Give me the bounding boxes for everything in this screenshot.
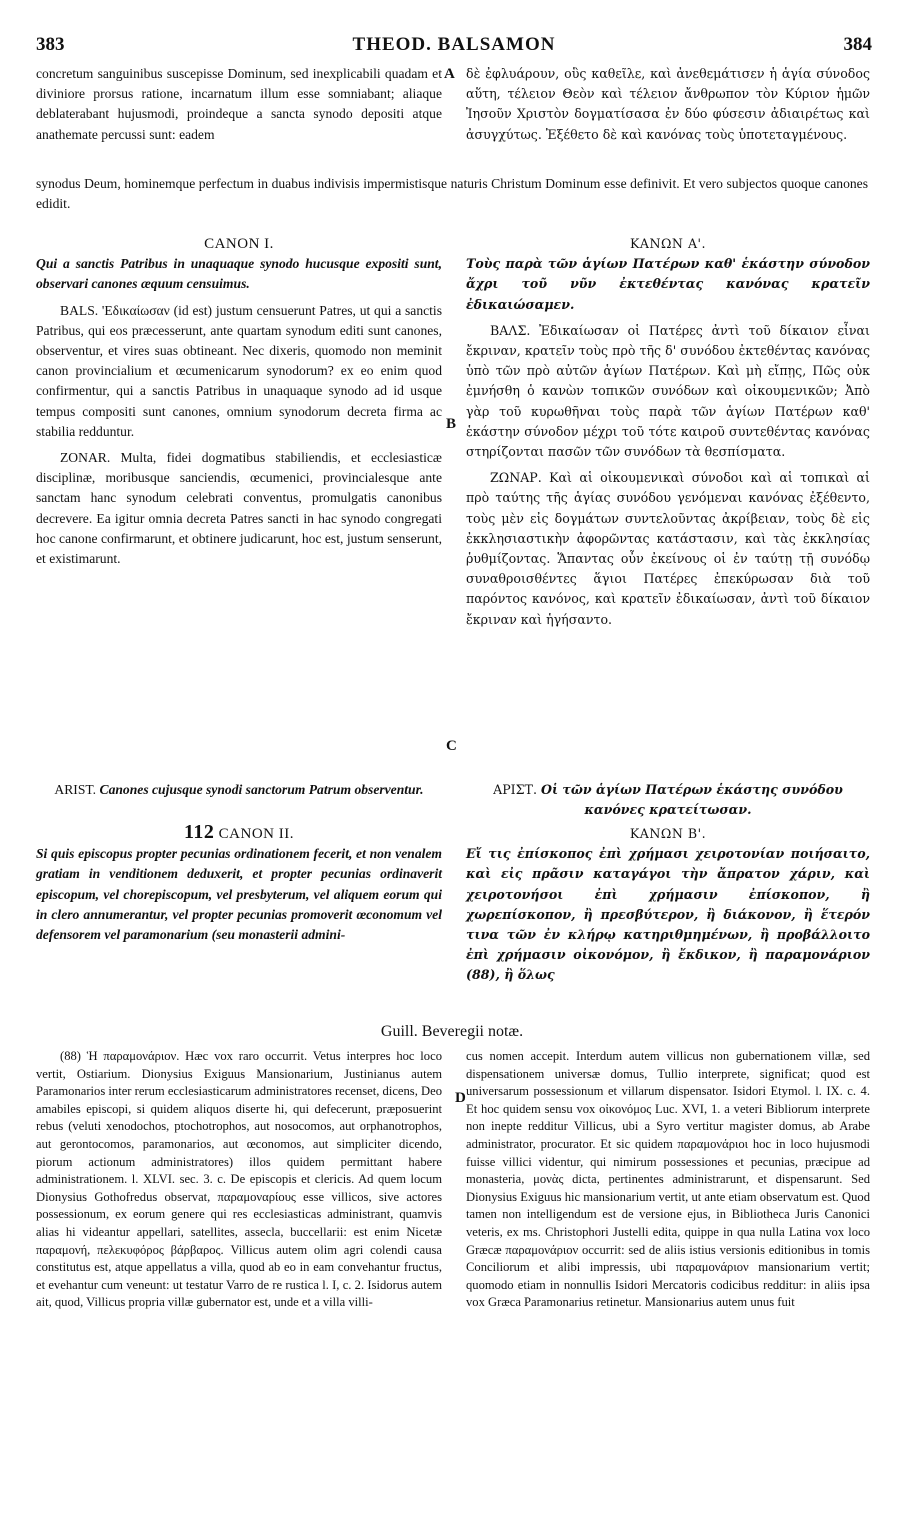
running-title: THEOD. BALSAMON bbox=[352, 34, 556, 55]
notes-right-column bbox=[466, 1048, 870, 1312]
canon1-aristenus-greek bbox=[466, 780, 870, 820]
canon1-latin-heading: CANON I. bbox=[204, 236, 274, 252]
note-88-text-right: cus nomen accepit. Interdum autem villicus non gubernationem villæ, sed dispensationem universæ domus, Tullio interprete, significat; quod est universarum possessionum et villarum dispensator. Isidori Etymol. l. IX. c. 4. Et hoc quidem sensu vox οἰκονόμος Luc. XVI, 1. a veteri Bibliorum interprete non inepte redditur Villicus, ubi a Syro vertitur magister domus, ab Arabe administrator, procurator. Et sic quidem παραμονάριοι hoc in loco hujusmodi fuisse villici videntur, qui nimirum possessiones et pecunias, præcipue ad monasteria, μονὰς dicta, pertinentes administrarunt, et dispensarunt. Sed Dionysius Exiguus hic mansionarium vertit, ut ante etiam observatum est. Quod tamen non intelligendum est de versione ejus, in Bibliotheca Juris Canonici veteris, ex ms. Christophori Justelli edita, quippe in qua nulla Latina vox loco Græcæ παραμονάριον occurrit: sed de aliis istius versionis editionibus in tomis Conciliorum et alibi impressis, ubi παραμονάριον mansionarium vertit; quomodo etiam in nonnullis Isidori Mercatoris codicibus redditur: in aliis ipsa vox Græca Paramonarius retinetur. Mansionarius autem unus fuit bbox=[466, 1049, 870, 1310]
canon2-marginal-number: 112 bbox=[184, 821, 215, 843]
canon2-greek-text: Εἴ τις ἐπίσκοπος ἐπὶ χρήμασι χειροτονίαν ποιήσαιτο, καὶ εἰς πρᾶσιν καταγάγοι τὴν ἄπρατον χάριν, καὶ χειροτονήσοι ἐπὶ χρήμασιν ἐπίσκοπον, ἢ χωρεπίσκοπον, ἢ πρεσβύτερον, ἢ διάκονον, ἢ ἕτερόν τινα τῶν ἐν κλήρῳ κατηριθμημένων, ἢ προβάλλοιτο ἐπὶ χρήμασιν οἰκονόμον, ἢ ἔκδικον, ἢ παραμονάριον (88), ἢ ὅλως bbox=[466, 846, 870, 983]
canon1-latin-text: Qui a sanctis Patribus in unaquaque synodo hucusque expositi sunt, observari canones æquum censuimus. bbox=[36, 256, 442, 292]
note-88-text-left: (88) Ἡ παραμονάριον. Hæc vox raro occurrit. Vetus interpres hoc loco vertit, Ostiarium. Dionysius Exiguus Mansionarium, Justinianus autem Paramonarios inter rerum ecclesiasticarum administratores recenset, dicens, Deo amabiles episcopi, si quidem aliquos diserte hi, qui defecerunt, præposuerint rebus (veluti xenodochos, ptochotrophos, aut nosocomos, aut orphanotrophos, aut gerontocomos, paramonarios, aut œconomos, aut simpliciter dicendo, piorum actionum administratores) illos quidem permittant habere administrationem. l. XLVI. sec. 3. c. De episcopis et clericis. Ad quem locum Dionysius Gothofredus observat, παραμοναρίους esse villicos, sive actores possessionum, ex eorum genere qui res ecclesiasticas administrant, quamvis alias hi videantur appellari, satellites, assecla, buccellarii: est enim Nicetæ παραμονή, πελεκυφόρος βάρβαρος. Villicus autem olim agri colendi causa constitutus est, atque appellatus a villa, quod ab eo in eam convehantur fructus, et evehantur cum veneunt: ut testatur Varro de re rustica l. I, c. 2. Isidorus autem ait, quod, Villicus propria villæ gubernator est, unde et a villa villi- bbox=[36, 1049, 442, 1310]
canon2-greek-column bbox=[466, 824, 870, 986]
canon1-greek-text: Τοὺς παρὰ τῶν ἁγίων Πατέρων καθ' ἑκάστην σύνοδον ἄχρι τοῦ νῦν ἐκτεθέντας κανόνας κρατεῖν ἐδικαιώσαμεν. bbox=[466, 256, 870, 312]
intro-full bbox=[36, 174, 868, 214]
canon1-greek-heading: ΚΑΝΩΝ Α'. bbox=[629, 236, 707, 251]
canon1-greek-column bbox=[466, 234, 870, 630]
canon1-zonaras-latin: ZONAR. Multa, fidei dogmatibus stabiliendis, et ecclesiasticæ disciplinæ, moribusque sanciendis, œcumenici, provincialesque ante sanctam hanc synodum celebrati conventus, promulgatis canonibus decrevere. Ea igitur omnia decreta Patres sancti in hac synodo congregati hoc canone confirmarunt, et obtinere judicarunt, hoc est, justum senserunt, et existimarunt. bbox=[36, 450, 442, 567]
canon1-balsamon-greek: ΒΑΛΣ. Ἐδικαίωσαν οἱ Πατέρες ἀντὶ τοῦ δίκαιον εἶναι ἔκριναν, κρατεῖν τοὺς πρὸ τῆς δ' συνόδου ἐκτεθέντας κανόνας ὑπὸ τῶν πρὸ αὐτῶν ἁγίων Πατέρων. Καὶ μὴ εἴπῃς, Πῶς οὐκ ἐμνήσθη ὁ κανὼν τοπικῶν συνόδων καὶ οἰκουμενικῶν; Ἀπὸ γὰρ τοῦ κυρωθῆναι τοὺς παρὰ τῶν ἁγίων Πατέρων καθ' ἑκάστην σύνοδον μέχρι τοῦ τότε καιροῦ συντεθέντας κανόνας στηρίζονται πασῶν τῶν συνόδων τὰ θεσπίσματα. bbox=[466, 322, 870, 460]
margin-letter-b: B bbox=[446, 416, 457, 432]
canon2-latin-heading: CANON II. bbox=[218, 826, 294, 842]
margin-letter-d: D bbox=[455, 1090, 466, 1106]
canon1-aristenus-latin bbox=[36, 780, 442, 800]
margin-letter-a: A bbox=[444, 66, 455, 82]
intro-full-text: synodus Deum, hominemque perfectum in duabus indivisis impermistisque naturis Christum Dominum esse definivit. Et vero subjectos quoque canones edidit. bbox=[36, 176, 868, 212]
intro-latin bbox=[36, 64, 442, 145]
intro-greek bbox=[466, 64, 870, 145]
notes-left-column bbox=[36, 1048, 442, 1312]
canon1-latin-column bbox=[36, 234, 442, 569]
margin-letter-c: C bbox=[446, 738, 457, 754]
canon1-balsamon-latin: BALS. 'Εδικαίωσαν (id est) justum censuerunt Patres, ut qui a sanctis Patribus, qui eos præcesserunt, ante quartam synodum editi sunt canones, observentur, et vires suas obtineant. Nec dixeris, quomodo non meminit canon provincialium et œcumenicarum synodorum? ex eo enim quod confirmentur, qui a sanctis Patribus in unaquaque synodo ad id usque tempus compositi sunt canones, omnium synodorum decreta firma ac stabilia redduntur. bbox=[36, 302, 442, 439]
intro-greek-text: δὲ ἐφλυάρουν, οὓς καθεῖλε, καὶ ἀνεθεμάτισεν ἡ ἁγία σύνοδος αὕτη, τέλειον Θεὸν καὶ τέλειον ἄνθρωπον τὸν Κύριον ἡμῶν Ἰησοῦν Χριστὸν δογματίσασα ἐν δύο φύσεσιν ἀδιαιρέτως καὶ ἀσυγχύτως. Ἐξέθετο δὲ καὶ κανόνας τοὺς ὑποτεταγμένους. bbox=[466, 66, 870, 142]
notes-title: Guill. Beveregii notæ. bbox=[380, 1023, 524, 1040]
aristenus-greek-label: ΑΡΙΣΤ. bbox=[493, 782, 537, 797]
canon2-latin-text: Si quis episcopus propter pecunias ordinationem fecerit, et non venalem gratiam in venditionem deduxerit, et propter pecunias ordinaverit episcopum, vel chorepiscopum, vel presbyterum, vel aliquem eorum qui in clero annumerantur, vel propter pecunias promoverit œconomum vel defensorem vel paramonarium (seu monasterii admini- bbox=[36, 846, 442, 943]
aristenus-latin-label: ARIST. bbox=[54, 782, 97, 797]
page-number-left: 383 bbox=[36, 34, 65, 55]
running-header bbox=[36, 34, 872, 60]
page-number-right: 384 bbox=[843, 34, 872, 55]
canon2-greek-heading: ΚΑΝΩΝ Β'. bbox=[629, 826, 707, 841]
canon2-latin-column bbox=[36, 822, 442, 945]
intro-latin-text: concretum sanguinibus suscepisse Dominum, sed inexplicabili quadam et diviniore prorsus ratione, incarnatum illum esse somniabant; aliaque deblaterabant hujusmodi, proindeque a sancta synodo depositi atque anathemate percussi sunt: eadem bbox=[36, 66, 442, 142]
aristenus-latin-text: Canones cujusque synodi sanctorum Patrum observentur. bbox=[99, 782, 424, 797]
aristenus-greek-text: Οἱ τῶν ἁγίων Πατέρων ἑκάστης συνόδου κανόνες κρατείτωσαν. bbox=[540, 782, 843, 818]
canon1-zonaras-greek: ΖΩΝΑΡ. Καὶ αἱ οἰκουμενικαὶ σύνοδοι καὶ αἱ τοπικαὶ αἱ πρὸ ταύτης τῆς ἁγίας συνόδου γενόμεναι κανόνας ἐξέθεντο, τοὺς μὲν εἰς δογμάτων συντελοῦντας ἀκρίβειαν, τοὺς δὲ εἰς ἐκκλησιαστικὴν ἀφορῶντας κατάστασιν, καὶ τὰς ἐκκλησίας ῥυθμίζοντας. Ἅπαντας οὖν ἐκείνους οἱ ἐν ταύτῃ τῇ συνόδῳ συναθροισθέντες ἅγιοι Πατέρες ἐπεκύρωσαν διὰ τοῦ παρόντος κανόνος, καὶ κρατεῖν ἐδικαίωσαν, ἀντὶ τοῦ δίκαιον ἔκριναν καὶ ἡγήσαντο. bbox=[466, 470, 870, 627]
